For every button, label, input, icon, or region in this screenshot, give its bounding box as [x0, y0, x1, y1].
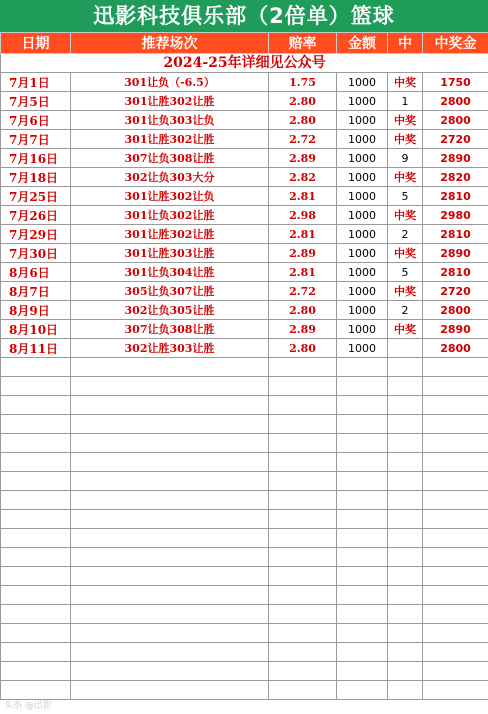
empty-cell	[337, 624, 388, 643]
cell-prize: 2820	[423, 168, 488, 187]
cell-prize: 2890	[423, 149, 488, 168]
empty-row	[1, 491, 488, 510]
table-row	[1, 206, 488, 225]
table-row	[1, 149, 488, 168]
cell-hit: 5	[388, 263, 423, 282]
cell-match: 302让负305让胜	[71, 301, 269, 320]
cell-amount: 1000	[337, 320, 388, 339]
cell-amount: 1000	[337, 187, 388, 206]
empty-cell	[71, 377, 269, 396]
empty-cell	[388, 415, 423, 434]
empty-cell	[269, 662, 337, 681]
empty-cell	[388, 567, 423, 586]
empty-cell	[1, 643, 71, 662]
empty-cell	[423, 624, 488, 643]
cell-hit	[388, 339, 423, 358]
empty-cell	[423, 548, 488, 567]
cell-prize: 2810	[423, 187, 488, 206]
empty-cell	[71, 643, 269, 662]
cell-amount: 1000	[337, 111, 388, 130]
table-row	[1, 168, 488, 187]
cell-prize: 2720	[423, 282, 488, 301]
empty-cell	[423, 586, 488, 605]
empty-cell	[337, 472, 388, 491]
cell-date: 7月16日	[1, 149, 71, 168]
cell-match: 307让负308让胜	[71, 320, 269, 339]
empty-cell	[337, 681, 388, 700]
subtitle: 2024-25年详细见公众号	[1, 54, 488, 73]
empty-cell	[71, 605, 269, 624]
subtitle-row	[1, 54, 488, 73]
empty-cell	[337, 567, 388, 586]
empty-cell	[337, 396, 388, 415]
table-row	[1, 73, 488, 92]
empty-cell	[269, 377, 337, 396]
empty-cell	[1, 510, 71, 529]
empty-row	[1, 453, 488, 472]
empty-cell	[423, 377, 488, 396]
cell-date: 7月25日	[1, 187, 71, 206]
empty-cell	[388, 358, 423, 377]
table-row	[1, 263, 488, 282]
empty-cell	[388, 510, 423, 529]
cell-odds: 2.72	[269, 130, 337, 149]
empty-cell	[71, 624, 269, 643]
results-table	[0, 32, 488, 700]
watermark: 头条 @迅影	[4, 701, 52, 711]
table-row	[1, 320, 488, 339]
cell-hit: 1	[388, 92, 423, 111]
cell-date: 7月5日	[1, 92, 71, 111]
empty-cell	[423, 415, 488, 434]
empty-row	[1, 662, 488, 681]
cell-odds: 1.75	[269, 73, 337, 92]
empty-cell	[423, 396, 488, 415]
empty-cell	[423, 453, 488, 472]
cell-match: 301让胜302让胜	[71, 92, 269, 111]
cell-amount: 1000	[337, 282, 388, 301]
cell-amount: 1000	[337, 73, 388, 92]
header-hit: 中	[388, 33, 423, 54]
empty-cell	[423, 491, 488, 510]
cell-hit: 中奖	[388, 130, 423, 149]
cell-prize: 2810	[423, 263, 488, 282]
cell-date: 8月7日	[1, 282, 71, 301]
empty-cell	[337, 662, 388, 681]
empty-row	[1, 624, 488, 643]
table-row	[1, 244, 488, 263]
empty-cell	[1, 624, 71, 643]
cell-odds: 2.82	[269, 168, 337, 187]
cell-amount: 1000	[337, 244, 388, 263]
cell-prize: 2800	[423, 92, 488, 111]
table-row	[1, 130, 488, 149]
empty-cell	[388, 434, 423, 453]
empty-cell	[269, 472, 337, 491]
cell-prize: 1750	[423, 73, 488, 92]
empty-cell	[388, 548, 423, 567]
empty-cell	[337, 358, 388, 377]
cell-prize: 2720	[423, 130, 488, 149]
empty-row	[1, 605, 488, 624]
cell-match: 301让胜302让胜	[71, 130, 269, 149]
empty-cell	[269, 681, 337, 700]
cell-odds: 2.80	[269, 339, 337, 358]
cell-hit: 中奖	[388, 244, 423, 263]
empty-cell	[71, 662, 269, 681]
cell-odds: 2.80	[269, 301, 337, 320]
empty-row	[1, 396, 488, 415]
empty-cell	[423, 472, 488, 491]
empty-cell	[1, 586, 71, 605]
empty-cell	[337, 529, 388, 548]
empty-cell	[337, 434, 388, 453]
empty-cell	[388, 586, 423, 605]
empty-cell	[337, 643, 388, 662]
empty-row	[1, 472, 488, 491]
empty-cell	[423, 605, 488, 624]
empty-cell	[71, 567, 269, 586]
table-row	[1, 301, 488, 320]
header-date: 日期	[1, 33, 71, 54]
cell-match: 301让胜302让负	[71, 187, 269, 206]
empty-cell	[337, 510, 388, 529]
cell-prize: 2980	[423, 206, 488, 225]
empty-cell	[1, 491, 71, 510]
empty-cell	[423, 662, 488, 681]
empty-cell	[388, 453, 423, 472]
empty-cell	[388, 472, 423, 491]
header-odds: 赔率	[269, 33, 337, 54]
header-amount: 金额	[337, 33, 388, 54]
cell-prize: 2890	[423, 320, 488, 339]
empty-cell	[71, 453, 269, 472]
empty-cell	[337, 415, 388, 434]
cell-prize: 2810	[423, 225, 488, 244]
empty-cell	[269, 415, 337, 434]
cell-amount: 1000	[337, 130, 388, 149]
empty-cell	[269, 529, 337, 548]
empty-cell	[71, 529, 269, 548]
empty-cell	[1, 358, 71, 377]
empty-cell	[71, 586, 269, 605]
empty-cell	[337, 491, 388, 510]
empty-row	[1, 643, 488, 662]
table-row	[1, 92, 488, 111]
cell-match: 301让负303让负	[71, 111, 269, 130]
empty-cell	[71, 472, 269, 491]
empty-cell	[1, 396, 71, 415]
empty-cell	[269, 605, 337, 624]
empty-cell	[1, 529, 71, 548]
cell-match: 301让负304让胜	[71, 263, 269, 282]
cell-hit: 中奖	[388, 73, 423, 92]
cell-hit: 中奖	[388, 282, 423, 301]
empty-cell	[423, 567, 488, 586]
cell-date: 7月6日	[1, 111, 71, 130]
empty-row	[1, 586, 488, 605]
cell-odds: 2.98	[269, 206, 337, 225]
cell-hit: 中奖	[388, 168, 423, 187]
table-row	[1, 339, 488, 358]
cell-match: 302让负303大分	[71, 168, 269, 187]
cell-odds: 2.81	[269, 263, 337, 282]
header-match: 推荐场次	[71, 33, 269, 54]
cell-match: 302让胜303让胜	[71, 339, 269, 358]
cell-amount: 1000	[337, 168, 388, 187]
empty-cell	[269, 567, 337, 586]
cell-amount: 1000	[337, 225, 388, 244]
empty-row	[1, 415, 488, 434]
empty-cell	[337, 453, 388, 472]
empty-cell	[423, 510, 488, 529]
cell-match: 301让胜303让胜	[71, 244, 269, 263]
cell-date: 8月11日	[1, 339, 71, 358]
empty-cell	[71, 358, 269, 377]
empty-cell	[71, 434, 269, 453]
empty-cell	[269, 643, 337, 662]
empty-cell	[388, 624, 423, 643]
cell-amount: 1000	[337, 149, 388, 168]
empty-row	[1, 567, 488, 586]
empty-cell	[388, 529, 423, 548]
empty-row	[1, 510, 488, 529]
cell-date: 8月10日	[1, 320, 71, 339]
empty-row	[1, 548, 488, 567]
empty-cell	[337, 377, 388, 396]
empty-cell	[269, 358, 337, 377]
header-row	[1, 33, 488, 54]
cell-hit: 2	[388, 301, 423, 320]
cell-date: 7月1日	[1, 73, 71, 92]
empty-cell	[1, 662, 71, 681]
empty-cell	[1, 548, 71, 567]
empty-cell	[388, 377, 423, 396]
cell-amount: 1000	[337, 92, 388, 111]
empty-cell	[1, 567, 71, 586]
cell-date: 8月9日	[1, 301, 71, 320]
empty-cell	[1, 434, 71, 453]
cell-amount: 1000	[337, 206, 388, 225]
cell-amount: 1000	[337, 263, 388, 282]
cell-match: 301让胜302让胜	[71, 225, 269, 244]
header-prize: 中奖金	[423, 33, 488, 54]
table-row	[1, 187, 488, 206]
empty-cell	[269, 491, 337, 510]
cell-odds: 2.89	[269, 320, 337, 339]
empty-cell	[269, 453, 337, 472]
empty-row	[1, 529, 488, 548]
cell-match: 301让负（-6.5）	[71, 73, 269, 92]
cell-date: 7月30日	[1, 244, 71, 263]
empty-cell	[388, 643, 423, 662]
empty-cell	[269, 434, 337, 453]
empty-row	[1, 358, 488, 377]
empty-cell	[71, 510, 269, 529]
empty-cell	[423, 643, 488, 662]
empty-cell	[423, 358, 488, 377]
empty-cell	[388, 491, 423, 510]
cell-hit: 中奖	[388, 206, 423, 225]
cell-prize: 2800	[423, 339, 488, 358]
empty-cell	[269, 396, 337, 415]
empty-cell	[1, 472, 71, 491]
empty-cell	[71, 681, 269, 700]
table-row	[1, 225, 488, 244]
empty-cell	[388, 605, 423, 624]
cell-odds: 2.72	[269, 282, 337, 301]
empty-cell	[423, 434, 488, 453]
empty-cell	[269, 586, 337, 605]
cell-match: 305让负307让胜	[71, 282, 269, 301]
cell-date: 7月7日	[1, 130, 71, 149]
empty-cell	[388, 396, 423, 415]
cell-amount: 1000	[337, 301, 388, 320]
empty-row	[1, 377, 488, 396]
cell-odds: 2.80	[269, 111, 337, 130]
empty-cell	[269, 548, 337, 567]
empty-cell	[1, 377, 71, 396]
empty-row	[1, 681, 488, 700]
empty-cell	[269, 510, 337, 529]
cell-date: 7月29日	[1, 225, 71, 244]
cell-prize: 2890	[423, 244, 488, 263]
cell-hit: 中奖	[388, 320, 423, 339]
cell-prize: 2800	[423, 111, 488, 130]
cell-date: 7月18日	[1, 168, 71, 187]
cell-hit: 2	[388, 225, 423, 244]
cell-hit: 9	[388, 149, 423, 168]
cell-odds: 2.89	[269, 149, 337, 168]
empty-cell	[1, 415, 71, 434]
table-row	[1, 282, 488, 301]
empty-cell	[337, 586, 388, 605]
cell-odds: 2.81	[269, 225, 337, 244]
empty-cell	[423, 681, 488, 700]
cell-amount: 1000	[337, 339, 388, 358]
table-row	[1, 111, 488, 130]
empty-cell	[71, 491, 269, 510]
empty-cell	[423, 529, 488, 548]
cell-match: 301让负302让胜	[71, 206, 269, 225]
sheet-title: 迅影科技俱乐部（2倍单）篮球	[0, 0, 488, 32]
cell-odds: 2.80	[269, 92, 337, 111]
empty-cell	[1, 453, 71, 472]
empty-cell	[71, 396, 269, 415]
cell-odds: 2.89	[269, 244, 337, 263]
empty-row	[1, 434, 488, 453]
cell-match: 307让负308让胜	[71, 149, 269, 168]
empty-cell	[71, 415, 269, 434]
cell-prize: 2800	[423, 301, 488, 320]
empty-cell	[1, 681, 71, 700]
empty-cell	[337, 548, 388, 567]
cell-date: 7月26日	[1, 206, 71, 225]
empty-cell	[71, 548, 269, 567]
empty-cell	[269, 624, 337, 643]
empty-cell	[388, 681, 423, 700]
cell-hit: 中奖	[388, 111, 423, 130]
empty-cell	[1, 605, 71, 624]
empty-cell	[388, 662, 423, 681]
cell-odds: 2.81	[269, 187, 337, 206]
cell-date: 8月6日	[1, 263, 71, 282]
cell-hit: 5	[388, 187, 423, 206]
empty-cell	[337, 605, 388, 624]
